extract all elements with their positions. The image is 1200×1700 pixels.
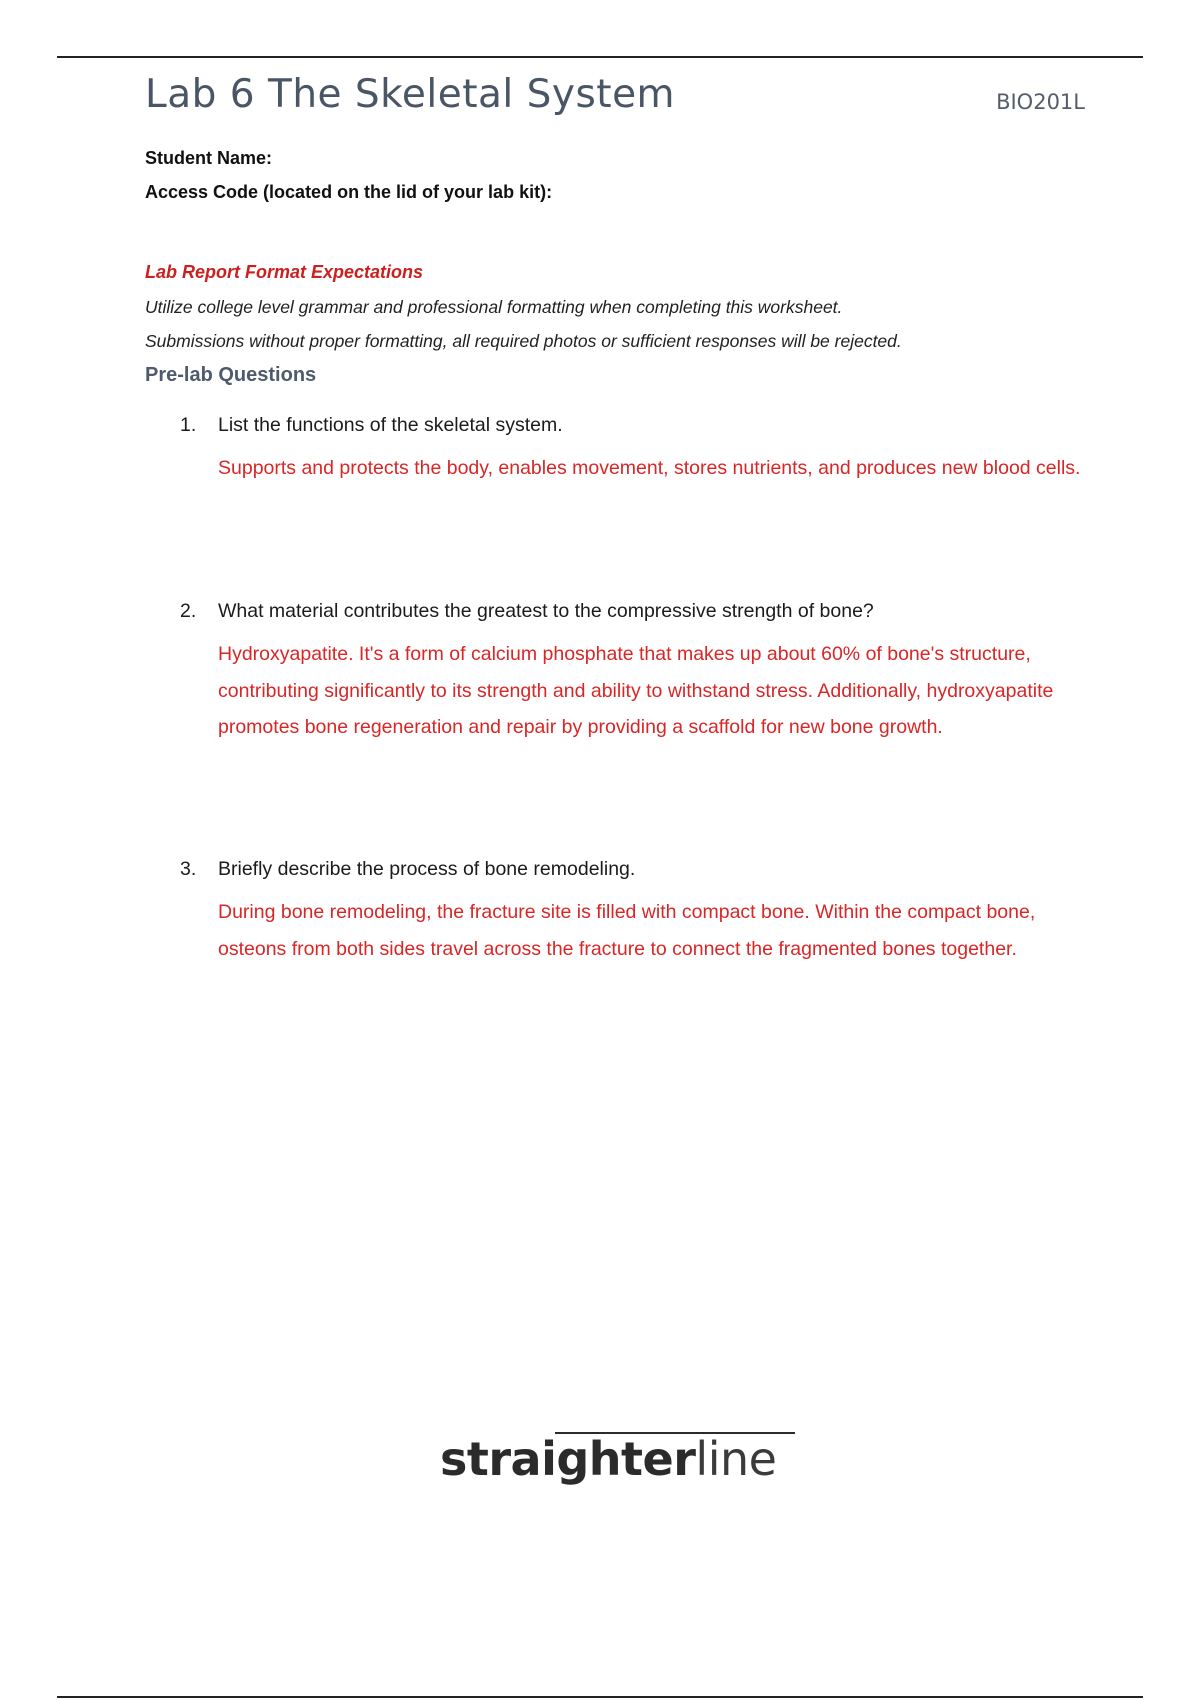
expectations-title: Lab Report Format Expectations: [145, 262, 424, 282]
bottom-rule: [57, 1696, 1143, 1698]
course-code: BIO201L: [996, 90, 1085, 114]
straighterline-logo: [440, 1432, 800, 1502]
question-text: Briefly describe the process of bone remodeling.: [218, 858, 636, 880]
student-name-label: Student Name:: [145, 148, 273, 168]
document-header: [145, 72, 1085, 132]
answer-text: Hydroxyapatite. It's a form of calcium phosphate that makes up about 60% of bone's structure, contributing significantly to its strength and ability to withstand stress. Additionally, hydroxyapatite promotes bone regeneration and repair by providing a scaffold for new bone growth.: [218, 643, 1054, 738]
expectations-line-1: Utilize college level grammar and professional formatting when completing this worksheet.: [145, 297, 843, 317]
page-title: Lab 6 The Skeletal System: [145, 72, 676, 117]
question-text: What material contributes the greatest to the compressive strength of bone?: [218, 600, 874, 622]
question-number: 3.: [180, 858, 197, 880]
answer-text: During bone remodeling, the fracture site is filled with compact bone. Within the compact bone, osteons from both sides travel across the fracture to connect the fragmented bones together.: [218, 901, 1036, 960]
logo-light-text: line: [695, 1432, 777, 1486]
question-number: 2.: [180, 600, 197, 622]
access-code-label: Access Code (located on the lid of your lab kit):: [145, 182, 553, 202]
prelab-heading: Pre-lab Questions: [145, 364, 317, 386]
top-rule: [57, 56, 1143, 58]
expectations-line-2: Submissions without proper formatting, all required photos or sufficient responses will be rejected.: [145, 331, 902, 351]
answer-text: Supports and protects the body, enables movement, stores nutrients, and produces new blood cells.: [218, 457, 1081, 479]
logo-bold-text: straighter: [440, 1432, 696, 1486]
question-text: List the functions of the skeletal system.: [218, 414, 563, 436]
question-number: 1.: [180, 414, 197, 436]
logo-accent-line: [555, 1432, 795, 1434]
